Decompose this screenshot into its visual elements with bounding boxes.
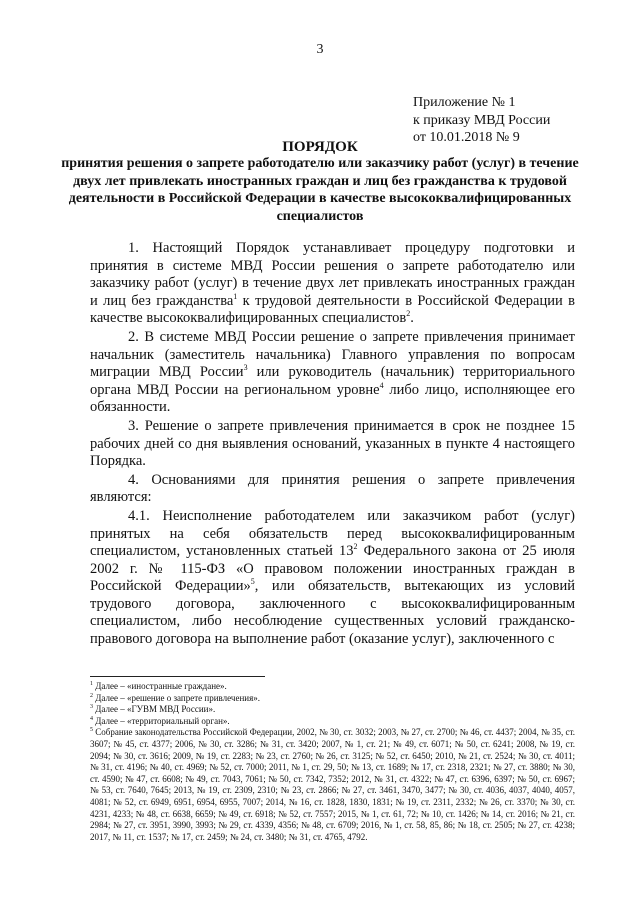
footnote-ref: 1 — [233, 291, 238, 301]
footnote-2: $^2$ Далее – «решение о запрете привлечения». — [90, 692, 260, 703]
appendix-title: Приложение № 1 — [413, 95, 516, 110]
footnote-divider — [90, 676, 265, 677]
paragraph-4-1: 4.1. Неисполнение работодателем или заказчиком работ (услуг) принятых на себя обязательств перед высококвалифицированным специалистом, установленных статьей $13^2$ Федерального закона от 25 июля 2002 г. № 115-ФЗ «О правовом положении иностранных граждан в Российской Федерации»$^5$, или обязательств, вытекающих из условий трудового договора, заключенного с высококвалифицированным специалистом, либо несоблюдение существенных условий гражданско-правового договора на выполнение работ (оказание услуг), заключенного с — [90, 507, 575, 648]
footnote-1: $^1$ Далее – «иностранные граждане». — [90, 681, 227, 691]
footnote-ref: 5 — [250, 577, 255, 587]
paragraph-1: 1. Настоящий Порядок устанавливает процедуру подготовки и принятия в системе МВД России решения о запрете работодателю или заказчику работ (услуг) в течение двух лет привлекать иностранных граждан и лиц без гражданства$^1$ к трудовой деятельности в Российской Федерации в качестве высококвалифицированных специалистов$^2$. — [90, 240, 575, 327]
footnote-4: $^4$ Далее – «территориальный орган». — [90, 715, 230, 726]
article-superscript: 2 — [353, 542, 358, 552]
footnote-3: $^3$ Далее – «ГУВМ МВД России». — [90, 704, 216, 715]
appendix-order-ref: к приказу МВД России — [413, 112, 551, 128]
footnotes — [90, 681, 575, 843]
appendix-date-number: от 10.01.2018 № 9 — [413, 130, 520, 145]
document-heading: ПОРЯДОК — [282, 139, 358, 155]
paragraph-4: 4. Основаниями для принятия решения о запрете привлечения являются: — [90, 471, 575, 506]
footnote-ref: 3 — [243, 363, 248, 373]
footnote-ref: 2 — [406, 309, 411, 319]
footnote-5: $^5$ Собрание законодательства Российской Федерации, 2002, № 30, ст. 3032; 2003, № 27, ст. 2700; № 46, ст. 4437; 2004, № 35, ст. 3607; № 45, ст. 4377; 2006, № 30, ст. 3286; № 31, ст. 3420; 2007, № 1, ст. 21; № 49, ст. 6071; № 50, ст. 6241; 2008, № 19, ст. 2094; № 30, ст. 3616; 2009, № 19, ст. 2283; № 23, ст. 2760; № 26, ст. 3125; № 52, ст. 6450; 2010, № 21, ст. 2524; № 30, ст. 4011; № 31, ст. 4196; № 40, ст. 4969; № 52, ст. 7000; 2011, № 1, ст. 29, 50; № 13, ст. 1689; № 17, ст. 2318, 2321; № 27, ст. 3880; № 30, ст. 4590; № 47, ст. 6608; № 49, ст. 7043, 7061; № 50, ст. 7342, 7352; 2012, № 31, ст. 4322; № 47, ст. 6396, 6397; № 50, ст. 6967; № 53, ст. 7640, 7645; 2013, № 19, ст. 2309, 2310; № 23, ст. 2866; № 27, ст. 3461, 3470, 3477; № 30, ст. 4036, 4037, 4040, 4057, 4081; № 52, ст. 6949, 6951, 6954, 6955, 7007; 2014, № 16, ст. 1828, 1830, 1831; № 19, ст. 2311, 2332; № 26, ст. 3370; № 30, ст. 4231, 4233; № 48, ст. 6638, 6659; № 49, ст. 6918; № 52, ст. 7557; 2015, № 1, ст. 61, 72; № 10, ст. 1426; № 14, ст. 2016; № 21, ст. 2984; № 27, ст. 3951, 3990, 3993; № 29, ст. 4339, 4356; № 48, ст. 6709; 2016, № 1, ст. 58, 85, 86; № 18, ст. 2505; № 27, ст. 4238; 2017, № 11, ст. 1537; № 17, ст. 2459; № 24, ст. 3480; № 31, ст. 4765, 4792. — [90, 727, 575, 842]
page-number: 3 — [316, 42, 324, 57]
paragraph-2: 2. В системе МВД России решение о запрете привлечения принимает начальник (заместитель начальника) Главного управления по вопросам миграции МВД России$^3$ или руководитель (начальник) территориального органа МВД России на региональном уровне$^4$ либо лицо, исполняющее его обязанности. — [90, 328, 575, 416]
document-body — [90, 240, 575, 649]
footnote-ref: 4 — [379, 380, 384, 390]
document-subtitle: принятия решения о запрете работодателю или заказчику работ (услуг) в течение двух лет привлекать иностранных граждан и лиц без гражданства к трудовой деятельности в Российской Федерации в качестве высококвалифицированных специалистов — [61, 156, 579, 224]
paragraph-3: 3. Решение о запрете привлечения принимается в срок не позднее 15 рабочих дней со дня выявления оснований, указанных в пункте 4 настоящего Порядка. — [90, 417, 575, 470]
